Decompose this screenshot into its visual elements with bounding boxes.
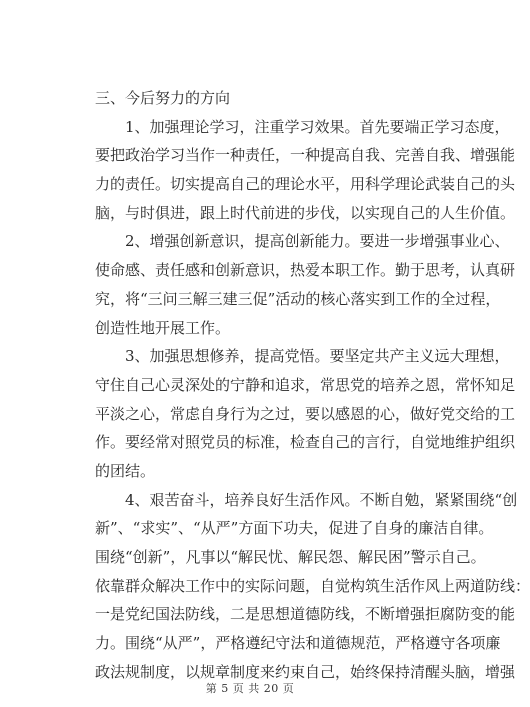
paragraph-1-line-1: 1、加强理论学习，注重学习效果。首先要端正学习态度，: [125, 117, 510, 136]
paragraph-4-line-3: 围绕“创新”，凡事以“解民忧、解民怨、解民困”警示自己。: [95, 548, 486, 566]
paragraph-2-line-2: 使命感、责任感和创新意识，热爱本职工作。勤于思考，认真研: [95, 261, 516, 280]
paragraph-3-line-3: 平淡之心，常虑自身行为之过，要以感恩的心，做好党交给的工: [95, 404, 516, 423]
paragraph-3-line-5: 的团结。: [95, 461, 156, 480]
paragraph-4-line-7: 政法规制度，以规章制度来约束自己，始终保持清醒头脑，增强: [95, 662, 516, 681]
paragraph-4-line-5: 一是党纪国法防线，二是思想道德防线，不断增强拒腐防变的能: [95, 605, 516, 624]
paragraph-4-line-6: 力。围绕“从严”，严格遵纪守法和道德规范，严格遵守各项廉: [95, 634, 501, 653]
paragraph-2-line-1: 2、增强创新意识，提高创新能力。要进一步增强事业心、: [125, 232, 510, 251]
paragraph-1-line-3: 力的责任。切实提高自己的理论水平，用科学理论武装自己的头: [95, 175, 516, 194]
paragraph-3-line-1: 3、加强思想修养，提高党悟。要坚定共产主义远大理想，: [125, 347, 510, 366]
paragraph-4-line-2: 新”、“求实”、“从严”方面下功夫，促进了自身的廉洁自律。: [95, 519, 494, 538]
section-heading: 三、今后努力的方向: [95, 89, 231, 107]
paragraph-1-line-2: 要把政治学习当作一种责任，一种提高自我、完善自我、增强能: [95, 146, 516, 165]
paragraph-2-line-4: 创造性地开展工作。: [95, 318, 231, 337]
paragraph-3-line-2: 守住自己心灵深处的宁静和追求，常思党的培养之恩，常怀知足: [95, 375, 516, 394]
paragraph-1-line-4: 脑，与时俱进，跟上时代前进的步伐，以实现自己的人生价值。: [95, 203, 516, 222]
paragraph-4-line-1: 4、艰苦奋斗，培养良好生活作风。不断自勉，紧紧围绕“创: [125, 490, 518, 509]
paragraph-2-line-3: 究，将“三问三解三建三促”活动的核心落实到工作的全过程，: [95, 289, 501, 308]
paragraph-3-line-4: 作。要经常对照党员的标准，检查自己的言行，自觉地维护组织: [95, 433, 516, 452]
body-text: [95, 84, 530, 686]
paragraph-4-line-4: 依靠群众解决工作中的实际问题，自觉构筑生活作风上两道防线：: [95, 576, 530, 595]
page-number-footer: 第 5 页 共 20 页: [205, 682, 295, 695]
